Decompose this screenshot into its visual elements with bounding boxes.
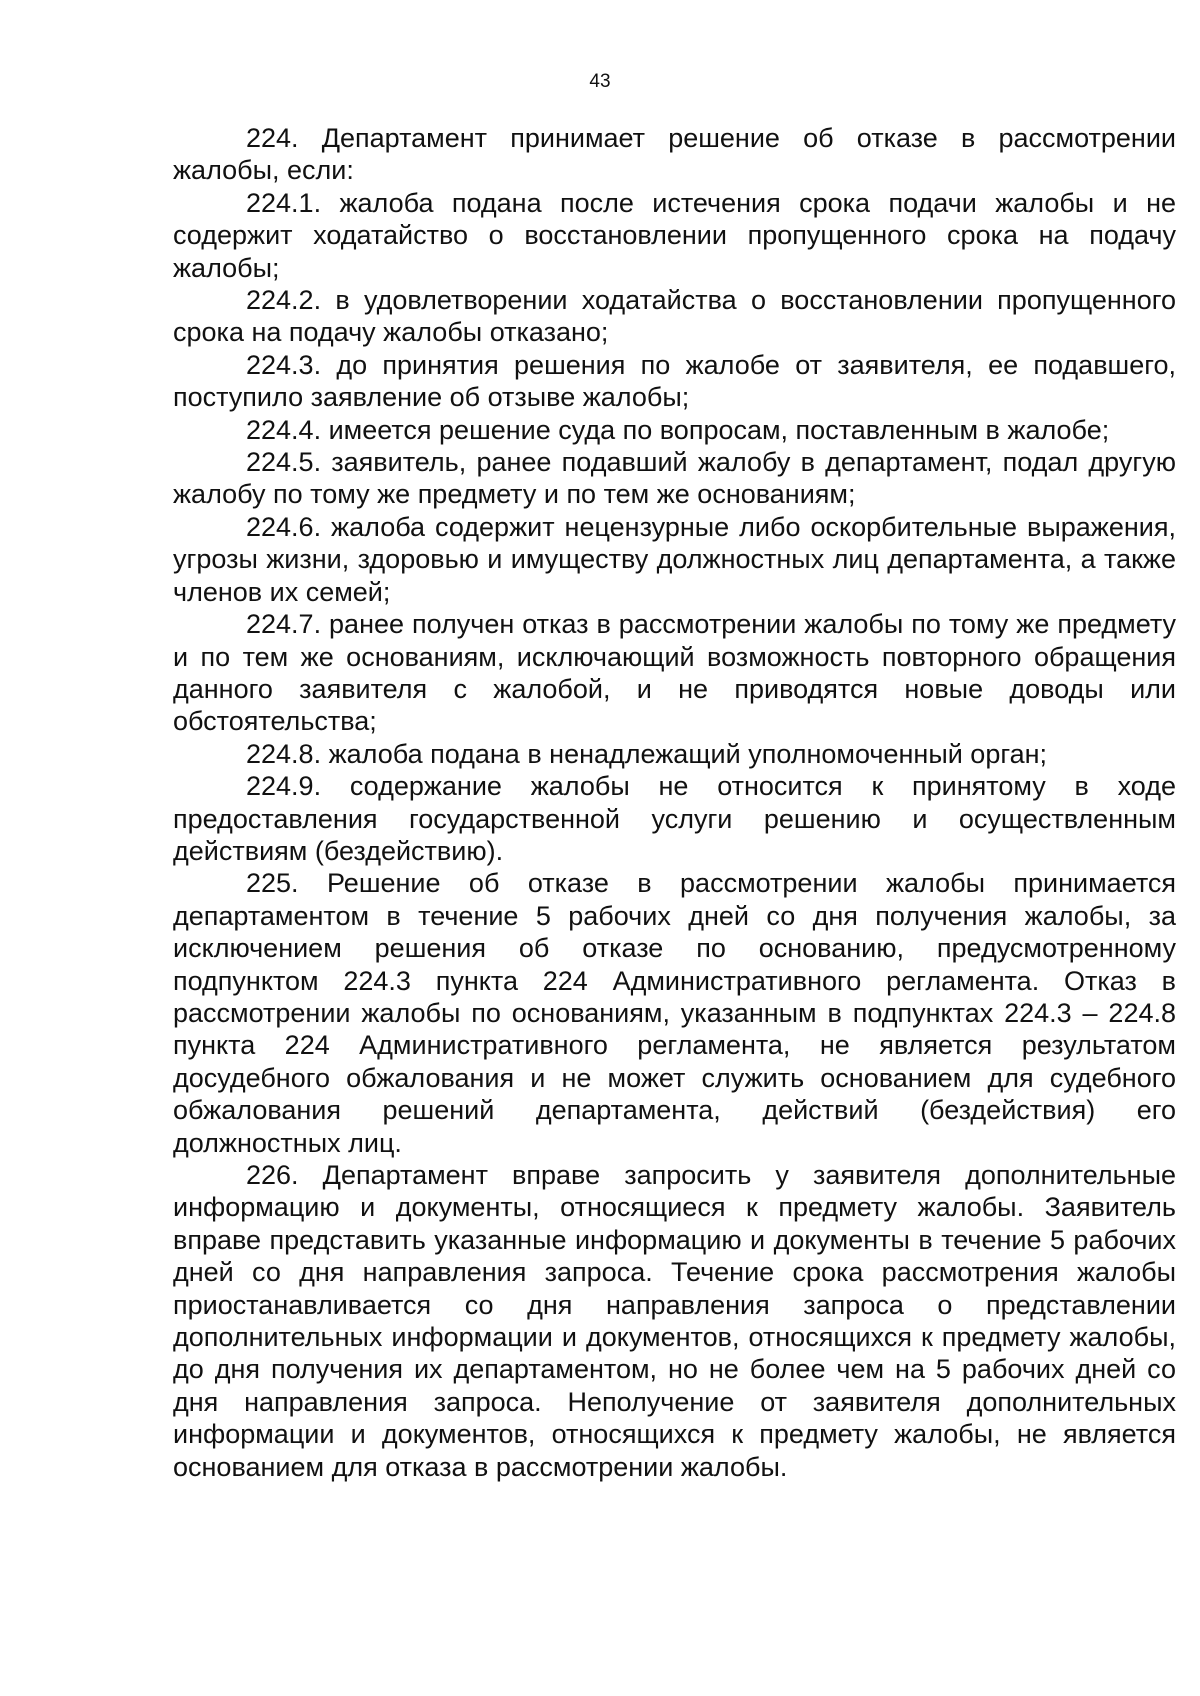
document-body — [173, 122, 1176, 1483]
page-number: 43 — [589, 71, 611, 92]
paragraph-225: 225. Решение об отказе в рассмотрении жалобы принимается департаментом в течение 5 рабочих дней со дня получения жалобы, за исключением решения об отказе по основанию, предусмотренному подпунктом 224.3 пункта 224 Административного регламента. Отказ в рассмотрении жалобы по основаниям, указанным в подпунктах 224.3 – 224.8 пункта 224 Административного регламента, не является результатом досудебного обжалования и не может служить основанием для судебного обжалования решений департамента, действий (бездействия) его должностных лиц. — [173, 868, 1176, 1158]
paragraph-224-9: 224.9. содержание жалобы не относится к принятому в ходе предоставления государственной услуги решению и осуществленным действиям (бездействию). — [173, 771, 1176, 866]
paragraph-224: 224. Департамент принимает решение об отказе в рассмотрении жалобы, если: — [173, 123, 1176, 186]
paragraph-224-6: 224.6. жалоба содержит нецензурные либо оскорбительные выражения, угрозы жизни, здоровью и имуществу должностных лиц департамента, а также членов их семей; — [173, 511, 1176, 607]
paragraph-226: 226. Департамент вправе запросить у заявителя дополнительные информацию и документы, относящиеся к предмету жалобы. Заявитель вправе представить указанные информацию и документы в течение 5 рабочих дней со дня направления запроса. Течение срока рассмотрения жалобы приостанавливается со дня направления запроса о представлении дополнительных информации и документов, относящихся к предмету жалобы, до дня получения их департаментом, но не более чем на 5 рабочих дней со дня направления запроса. Неполучение от заявителя дополнительных информации и документов, относящихся к предмету жалобы, не является основанием для отказа в рассмотрении жалобы. — [173, 1160, 1176, 1482]
paragraph-224-7: 224.7. ранее получен отказ в рассмотрении жалобы по тому же предмету и по тем же основаниям, исключающий возможность повторного обращения данного заявителя с жалобой, и не приводятся новые доводы или обстоятельства; — [173, 609, 1176, 737]
paragraph-224-8: 224.8. жалоба подана в ненадлежащий уполномоченный орган; — [246, 738, 1048, 769]
paragraph-224-4: 224.4. имеется решение суда по вопросам, поставленным в жалобе; — [246, 414, 1110, 445]
paragraph-224-1: 224.1. жалоба подана после истечения срока подачи жалобы и не содержит ходатайство о восстановлении пропущенного срока на подачу жалобы; — [173, 187, 1176, 283]
paragraph-224-3: 224.3. до принятия решения по жалобе от заявителя, ее подавшего, поступило заявление об отзыве жалобы; — [173, 349, 1176, 413]
paragraph-224-2: 224.2. в удовлетворении ходатайства о восстановлении пропущенного срока на подачу жалобы отказано; — [173, 285, 1176, 348]
paragraph-224-5: 224.5. заявитель, ранее подавший жалобу в департамент, подал другую жалобу по тому же предмету и по тем же основаниям; — [173, 447, 1176, 510]
